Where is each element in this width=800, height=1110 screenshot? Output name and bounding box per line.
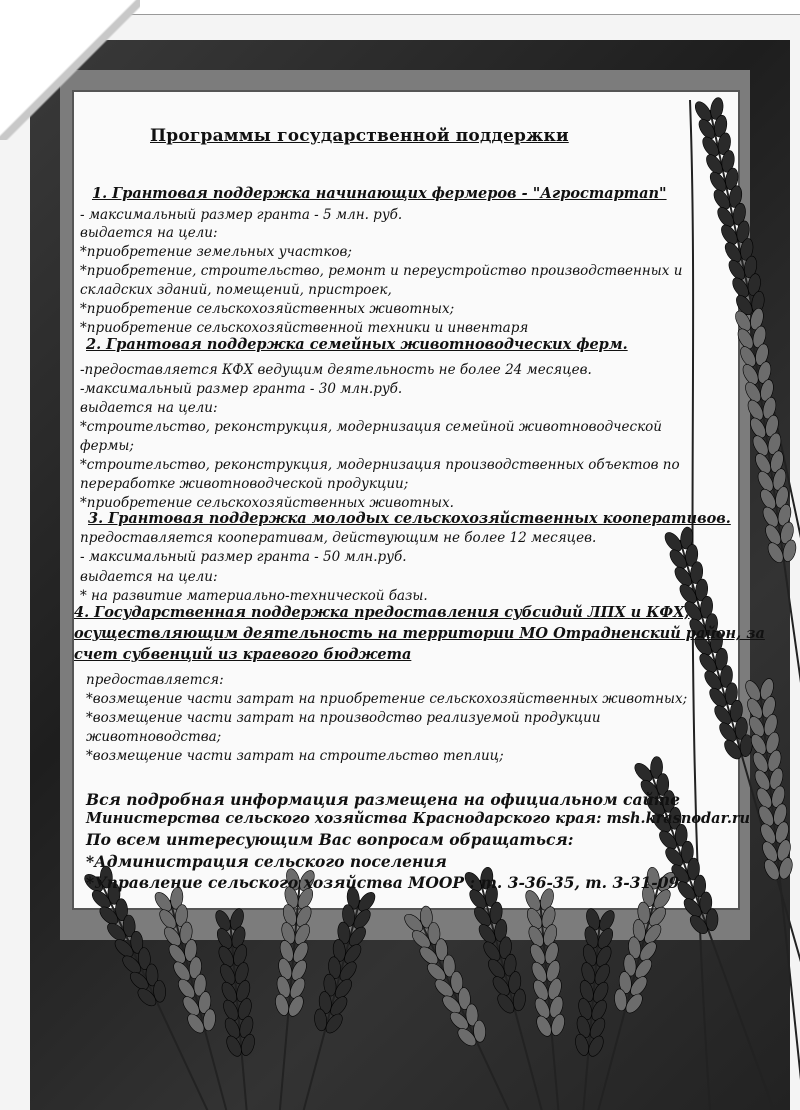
section-1-line: выдается на цели:: [80, 225, 218, 241]
section-1-line: складских зданий, помещений, пристроек,: [80, 282, 392, 298]
footer-line: *Управление сельского хозяйства МООР : т. 3-36-35, т. 3-31-09: [86, 873, 680, 892]
section-3-line: предоставляется кооперативам, действующим не более 12 месяцев.: [80, 530, 597, 546]
section-4-heading: 4. Государственная поддержка предоставления субсидий ЛПХ и КФХ,: [74, 604, 690, 621]
section-4-heading: осуществляющим деятельность на территории МО Отрадненский район, за: [74, 625, 765, 642]
section-3-line: - максимальный размер гранта - 50 млн.руб.: [80, 549, 407, 565]
footer-line: *Администрация сельского поселения: [86, 852, 447, 871]
section-4-line: животноводства;: [86, 729, 222, 745]
footer-line: Министерства сельского хозяйства Краснодарского края: msh.krasnodar.ru: [86, 810, 751, 827]
section-1-line: - максимальный размер гранта - 5 млн. руб.: [80, 207, 403, 223]
section-2-line: -максимальный размер гранта - 30 млн.руб.: [80, 381, 403, 397]
section-4-line: предоставляется:: [86, 672, 224, 688]
page-title: Программы государственной поддержки: [150, 126, 569, 146]
footer-line: По всем интересующим Вас вопросам обращаться:: [86, 830, 574, 849]
section-3-line: выдается на цели:: [80, 569, 218, 585]
section-4-line: *возмещение части затрат на производство реализуемой продукции: [86, 710, 601, 726]
section-2-line: фермы;: [80, 438, 134, 454]
section-1-line: *приобретение сельскохозяйственной техники и инвентаря: [80, 320, 529, 336]
section-2-line: *приобретение сельскохозяйственных животных.: [80, 495, 454, 511]
section-2-line: выдается на цели:: [80, 400, 218, 416]
section-1-heading: 1. Грантовая поддержка начинающих фермеров - "Агростартап": [92, 185, 667, 202]
section-1-line: *приобретение сельскохозяйственных животных;: [80, 301, 455, 317]
section-4-heading: счет субвенций из краевого бюджета: [74, 646, 412, 663]
section-1-line: *приобретение земельных участков;: [80, 244, 352, 260]
section-2-line: -предоставляется КФХ ведущим деятельность не более 24 месяцев.: [80, 362, 592, 378]
section-3-heading: 3. Грантовая поддержка молодых сельскохозяйственных кооперативов.: [88, 510, 731, 527]
folded-corner: [0, 0, 140, 140]
section-4-line: *возмещение части затрат на приобретение сельскохозяйственных животных;: [86, 691, 688, 707]
section-2-line: переработке животноводческой продукции;: [80, 476, 409, 492]
section-2-heading: 2. Грантовая поддержка семейных животноводческих ферм.: [86, 336, 628, 353]
section-1-line: *приобретение, строительство, ремонт и переустройство производственных и: [80, 263, 683, 279]
section-4-line: *возмещение части затрат на строительство теплиц;: [86, 748, 504, 764]
section-3-line: * на развитие материально-технической базы.: [80, 588, 428, 604]
section-2-line: *строительство, реконструкция, модернизация производственных объектов по: [80, 457, 680, 473]
footer-line: Вся подробная информация размещена на официальном сайте: [86, 790, 681, 809]
section-2-line: *строительство, реконструкция, модернизация семейной животноводческой: [80, 419, 662, 435]
